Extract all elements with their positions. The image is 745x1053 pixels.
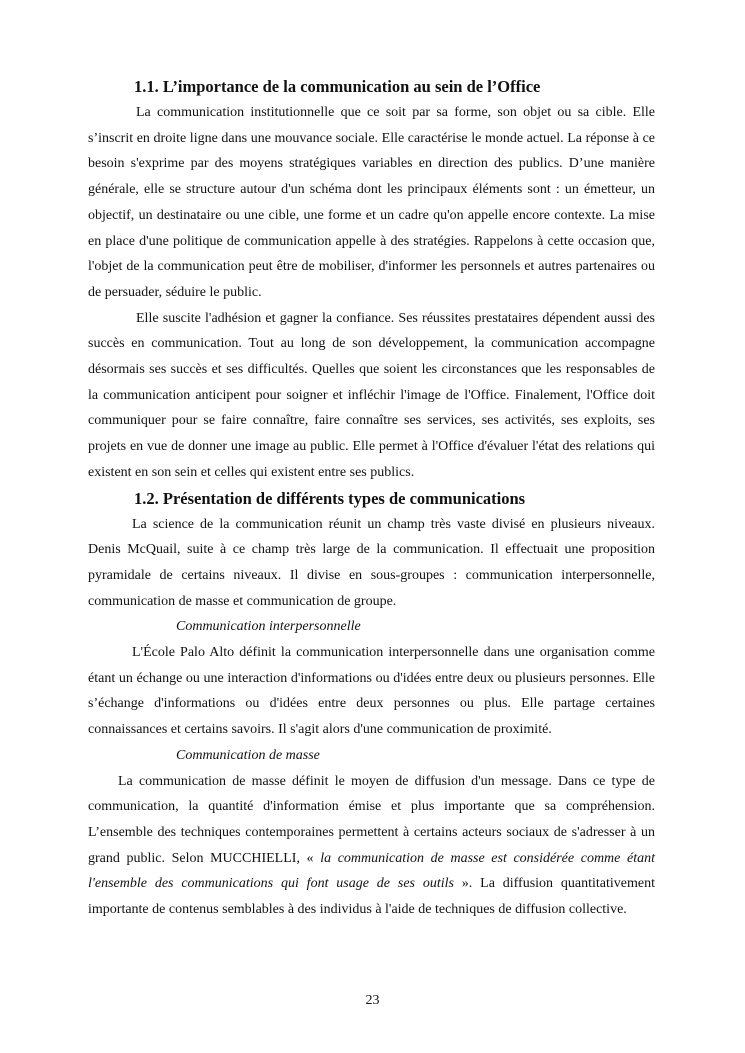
subheading-interpersonal: Communication interpersonnelle xyxy=(176,619,361,635)
paragraph-interpersonal: L'École Palo Alto définit la communication interpersonnelle dans une organisation comme étant un échange ou une interaction d'informations ou d'idées entre deux ou plusieurs personnes. Elle s’échange d'informations ou d'idées entre deux personnes ou plus. Elle partage certaines connaissances et certains savoirs. Il s'agit alors d'une communication de proximité. xyxy=(88,645,655,738)
mass-text-after: ». La diffusion quantitativement importante de contenus semblables à des individus à l'aide de techniques de diffusion collective. xyxy=(88,876,655,918)
subheading-mass: Communication de masse xyxy=(176,747,320,763)
paragraph-1-2-intro: La science de la communication réunit un champ très vaste divisé en plusieurs niveaux. Denis McQuail, suite à ce champ très large de la communication. Il effectuait une proposition pyramidale de certains niveaux. Il divise en sous-groupes : communication interpersonnelle, communication de masse et communication de groupe. xyxy=(88,516,655,609)
paragraph-1-1-a: La communication institutionnelle que ce soit par sa forme, son objet ou sa cible. Elle s’inscrit en droite ligne dans une mouvance sociale. Elle caractérise le monde actuel. La réponse à ce besoin s'exprime par des moyens stratégiques variables en direction des publics. D’une manière générale, elle se structure autour d'un schéma dont les principaux éléments sont : un émetteur, un objectif, un destinataire ou une cible, une forme et un cadre qu'on appelle encore contexte. La mise en place d'une politique de communication appelle à des stratégies. Rappelons à cette occasion que, l'objet de la communication peut être de mobiliser, d'informer les personnels et autres partenaires ou de persuader, séduire le public. xyxy=(88,105,655,300)
document-page xyxy=(88,74,655,923)
mucchielli-quote: la communication de masse est considérée comme étant l'ensemble des communications qui font usage de ses outils xyxy=(88,850,655,892)
paragraph-mass xyxy=(88,769,655,923)
section-heading-1-2: 1.2. Présentation de différents types de communications xyxy=(134,488,526,508)
section-heading-1-1: 1.1. L’importance de la communication au sein de l’Office xyxy=(134,77,541,96)
mass-text-before: La communication de masse définit le moyen de diffusion d'un message. Dans ce type de communication, la quantité d'information émise et plus importante que sa compréhension. L’ensemble des techniques contemporaines permettent à certains acteurs sociaux de s'adresser à un grand public. Selon MUCCHIELLI, « xyxy=(88,773,655,866)
paragraph-1-1-b: Elle suscite l'adhésion et gagner la confiance. Ses réussites prestataires dépendent aussi des succès en communication. Tout au long de son développement, la communication accompagne désormais ses succès et ses difficultés. Quelles que soient les circonstances que les responsables de la communication anticipent pour soigner et infléchir l'image de l'Office. Finalement, l'Office doit communiquer pour se faire connaître, faire connaître ses services, ses activités, ses exploits, ses projets en vue de donner une image au public. Elle permet à l'Office d'évaluer l'état des relations qui existent en son sein et celles qui existent entre ses publics. xyxy=(88,310,655,480)
page-number: 23 xyxy=(365,993,380,1008)
